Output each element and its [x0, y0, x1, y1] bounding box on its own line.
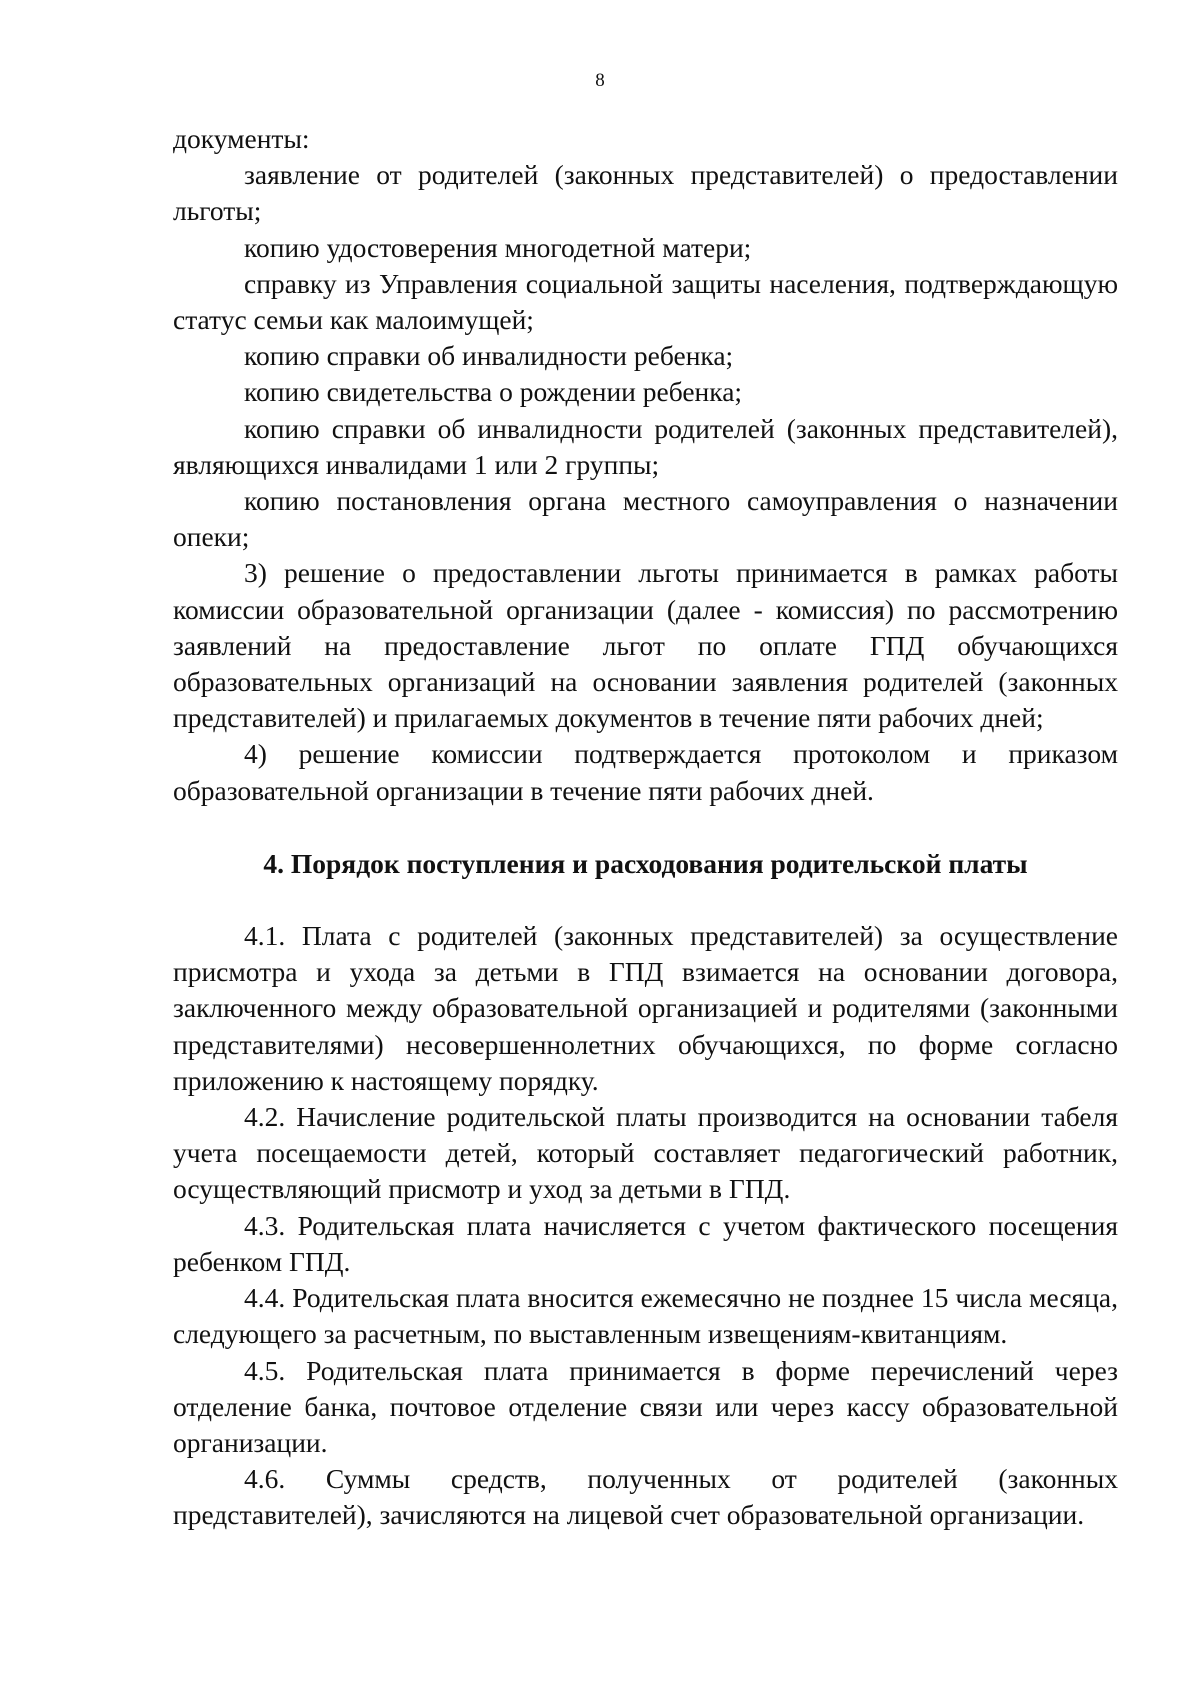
paragraph-4-2: 4.2. Начисление родительской платы производится на основании табеля учета посещаемости детей, который составляет педагогический работник, осуществляющий присмотр и уход за детьми в ГПД.: [173, 1101, 1118, 1205]
paragraph-parent-disability-copy: копию справки об инвалидности родителей (законных представителей), являющихся инвалидами 1 или 2 группы;: [173, 412, 1118, 480]
paragraph-guardianship-resolution: копию постановления органа местного самоуправления о назначении опеки;: [173, 485, 1118, 553]
paragraph-social-protection-certificate: справку из Управления социальной защиты населения, подтверждающую статус семьи как малоимущей;: [173, 267, 1118, 336]
paragraph-4-3: 4.3. Родительская плата начисляется с учетом фактического посещения ребенком ГПД.: [173, 1209, 1118, 1277]
paragraph-4-4: 4.4. Родительская плата вносится ежемесячно не позднее 15 числа месяца, следующего за расчетным, по выставленным извещениям-квитанциям.: [173, 1282, 1118, 1350]
paragraph-4-6: 4.6. Суммы средств, полученных от родителей (законных представителей), зачисляются на лицевой счет образовательной организации.: [173, 1463, 1118, 1531]
paragraph-application: заявление от родителей (законных представителей) о предоставлении льготы;: [173, 159, 1118, 227]
paragraph-4-5: 4.5. Родительская плата принимается в форме перечислений через отделение банка, почтовое отделение связи или через кассу образовательной организации.: [173, 1354, 1118, 1458]
paragraph-documents-intro: документы:: [173, 123, 310, 154]
paragraph-item-3: 3) решение о предоставлении льготы принимается в рамках работы комиссии образовательной организации (далее - комиссия) по рассмотрению заявлений на предоставление льгот по оплате ГПД обучающихся образовательных организаций на основании заявления родителей (законных представителей) и прилагаемых документов в течение пяти рабочих дней;: [173, 557, 1118, 734]
document-body: [173, 121, 1118, 1534]
paragraph-item-4: 4) решение комиссии подтверждается протоколом и приказом образовательной организации в течение пяти рабочих дней.: [173, 738, 1118, 806]
page-number: 8: [595, 70, 605, 91]
paragraph-large-family-certificate: копию удостоверения многодетной матери;: [244, 231, 752, 263]
paragraph-child-disability-copy: копию справки об инвалидности ребенка;: [244, 340, 734, 372]
paragraph-4-1: 4.1. Плата с родителей (законных представителей) за осуществление присмотра и ухода за детьми в ГПД взимается на основании договора, заключенного между образовательной организацией и родителями (законными представителями) несовершеннолетних обучающихся, по форме согласно приложению к настоящему порядку.: [173, 920, 1118, 1096]
paragraph-birth-certificate-copy: копию свидетельства о рождении ребенка;: [244, 376, 743, 408]
section-heading: 4. Порядок поступления и расходования родительской платы: [263, 847, 1028, 879]
